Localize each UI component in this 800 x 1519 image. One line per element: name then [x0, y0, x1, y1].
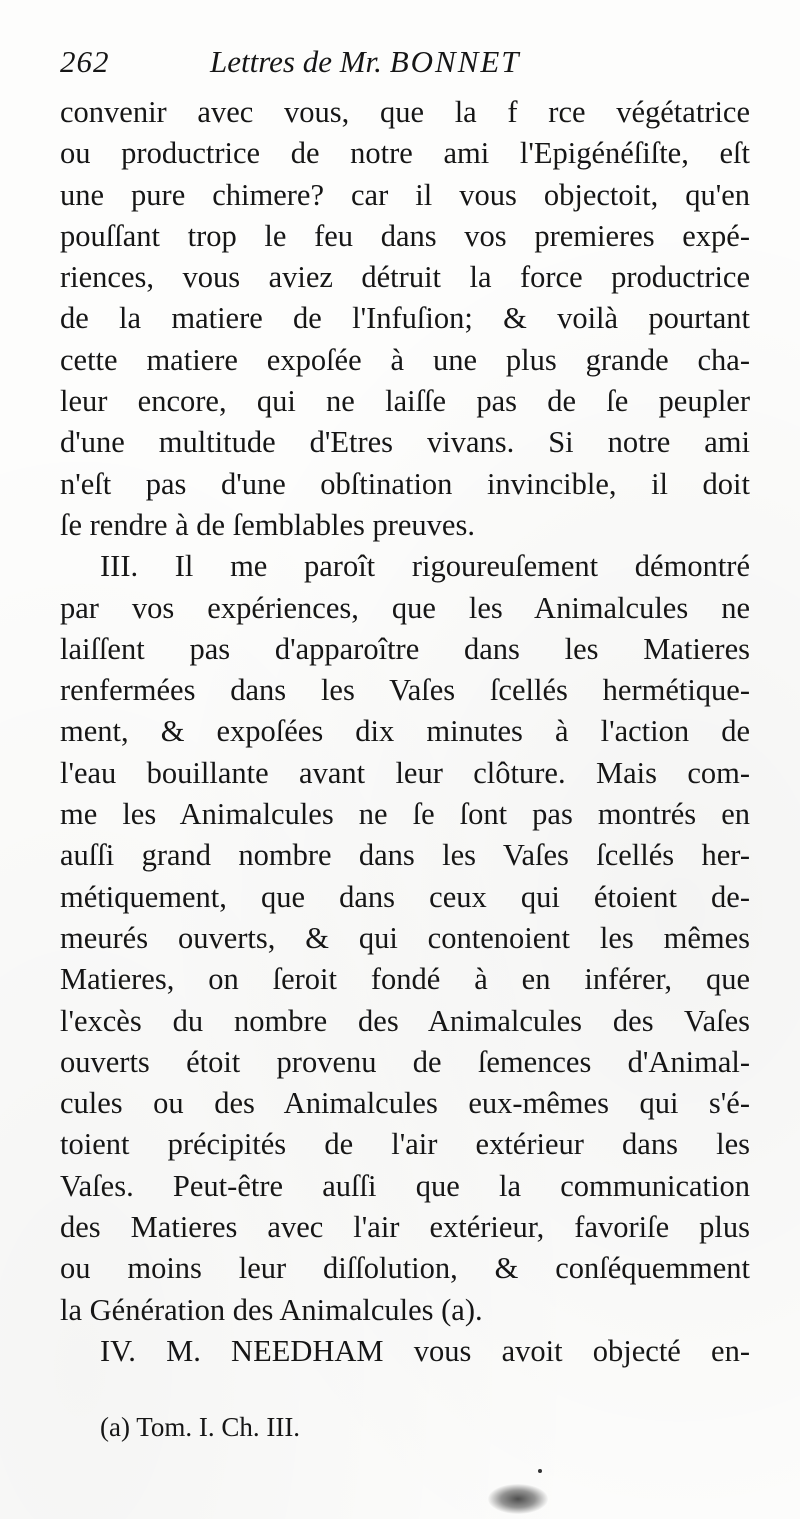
- text-line: l'eau bouillante avant leur clôture. Mais com-: [60, 755, 750, 790]
- text-line: ou moins leur diſſolution, & conſéquemment: [60, 1251, 750, 1286]
- text-line: cules ou des Animalcules eux-mêmes qui s'é-: [60, 1086, 750, 1121]
- text-line: ſe rendre à de ſemblables preuves.: [60, 507, 475, 542]
- text-line: par vos expériences, que les Animalcules ne: [60, 590, 750, 625]
- text-line: d'une multitude d'Etres vivans. Si notre ami: [60, 425, 750, 460]
- text-line: toient précipités de l'air extérieur dans les: [60, 1127, 750, 1162]
- running-title-author: BONNET: [389, 44, 521, 79]
- text-line: meurés ouverts, & qui contenoient les mêmes: [60, 920, 750, 955]
- text-line: renfermées dans les Vaſes ſcellés hermétique-: [60, 673, 750, 708]
- text-line: III. Il me paroît rigoureuſement démontré: [100, 549, 750, 584]
- page-header: [60, 44, 750, 94]
- text-line: ment, & expoſées dix minutes à l'action de: [60, 714, 750, 749]
- text-line: une pure chimere? car il vous objectoit, qu'en: [60, 177, 750, 212]
- running-title-text: Lettres de Mr.: [210, 44, 382, 79]
- text-line: me les Animalcules ne ſe ſont pas montrés en: [60, 797, 750, 832]
- text-line: Matieres, on ſeroit fondé à en inférer, que: [60, 962, 750, 997]
- text-line: auſſi grand nombre dans les Vaſes ſcellés her-: [60, 838, 750, 873]
- footnote: (a) Tom. I. Ch. III.: [100, 1412, 301, 1442]
- text-line: pouſſant trop le feu dans vos premieres expé-: [60, 218, 750, 253]
- text-line: convenir avec vous, que la f rce végétatrice: [60, 95, 750, 129]
- text-line: ouverts étoit provenu de ſemences d'Animal-: [60, 1044, 750, 1079]
- text-line: n'eſt pas d'une obſtination invincible, il doit: [60, 466, 750, 501]
- text-line: des Matieres avec l'air extérieur, favoriſe plus: [60, 1210, 750, 1245]
- running-title: [210, 44, 521, 80]
- body-text: [60, 92, 750, 1372]
- text-line: cette matiere expoſée à une plus grande cha-: [60, 342, 750, 377]
- text-line: laiſſent pas d'apparoître dans les Matieres: [60, 631, 750, 666]
- text-line: leur encore, qui ne laiſſe pas de ſe peupler: [60, 384, 750, 419]
- text-line: IV. M. NEEDHAM vous avoit objecté en-: [100, 1333, 750, 1368]
- page-number: 262: [60, 44, 110, 79]
- text-line: la Génération des Animalcules (a).: [60, 1292, 483, 1327]
- text-line: riences, vous aviez détruit la force productrice: [60, 260, 750, 295]
- text-line: de la matiere de l'Infuſion; & voilà pourtant: [60, 301, 750, 336]
- text-line: métiquement, que dans ceux qui étoient de-: [60, 879, 750, 914]
- ink-smudge: [488, 1484, 548, 1514]
- text-line: Vaſes. Peut-être auſſi que la communication: [60, 1168, 750, 1203]
- ink-speck: [538, 1469, 542, 1473]
- text-line: ou productrice de notre ami l'Epigénéſiſte, eſt: [60, 136, 750, 171]
- text-line: l'excès du nombre des Animalcules des Vaſes: [60, 1003, 750, 1038]
